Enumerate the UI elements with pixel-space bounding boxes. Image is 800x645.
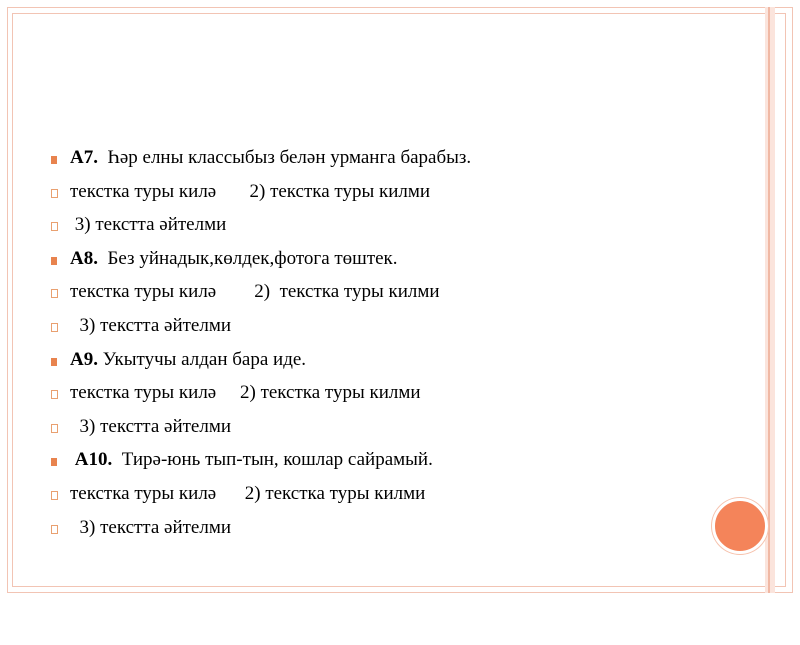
slide-content — [48, 141, 708, 544]
option-row — [48, 410, 708, 444]
option-row — [48, 275, 708, 309]
question-row — [48, 141, 708, 175]
option-row — [48, 309, 708, 343]
question-text: Тирә-юнь тып-тын, кошлар сайрамый. — [112, 449, 433, 471]
question-label: А9. — [70, 348, 98, 370]
question-row — [48, 242, 708, 276]
option-row — [48, 477, 708, 511]
option-text: 3) текстта әйтелми — [70, 214, 227, 236]
bullet-icon — [48, 343, 60, 377]
bullet-icon — [48, 275, 60, 309]
option-text: текстка туры килә 2) текстка туры килми — [70, 482, 426, 504]
bullet-icon — [48, 309, 60, 343]
question-row — [48, 443, 708, 477]
question-label: А8. — [70, 247, 98, 269]
option-text: 3) текстта әйтелми — [70, 516, 232, 538]
bullet-icon — [48, 141, 60, 175]
question-text: Без уйнадык,көлдек,фотога төштек. — [97, 247, 398, 269]
option-row — [48, 175, 708, 209]
option-text: текстка туры килә 2) текстка туры килми — [70, 180, 431, 202]
option-text: текстка туры килә 2) текстка туры килми — [70, 382, 421, 404]
option-row — [48, 208, 708, 242]
question-text: Һәр елны классыбыз белән урманга барабыз. — [97, 147, 472, 168]
option-text: 3) текстта әйтелми — [70, 415, 232, 437]
question-text: Укытучы алдан бара иде. — [97, 348, 307, 370]
decor-circle — [712, 498, 768, 554]
question-row — [48, 343, 708, 377]
bullet-icon — [48, 477, 60, 511]
option-row — [48, 376, 708, 410]
bullet-icon — [48, 511, 60, 545]
question-label: А7. — [70, 147, 98, 168]
bullet-icon — [48, 175, 60, 209]
option-row — [48, 511, 708, 545]
option-text: текстка туры килә 2) текстка туры килми — [70, 281, 440, 303]
bullet-icon — [48, 443, 60, 477]
option-text: 3) текстта әйтелми — [70, 314, 232, 336]
question-label: А10. — [70, 449, 113, 471]
bullet-icon — [48, 242, 60, 276]
bullet-icon — [48, 410, 60, 444]
bullet-icon — [48, 376, 60, 410]
side-decor-line — [768, 7, 770, 593]
bullet-icon — [48, 208, 60, 242]
side-decor-bar — [765, 7, 775, 593]
